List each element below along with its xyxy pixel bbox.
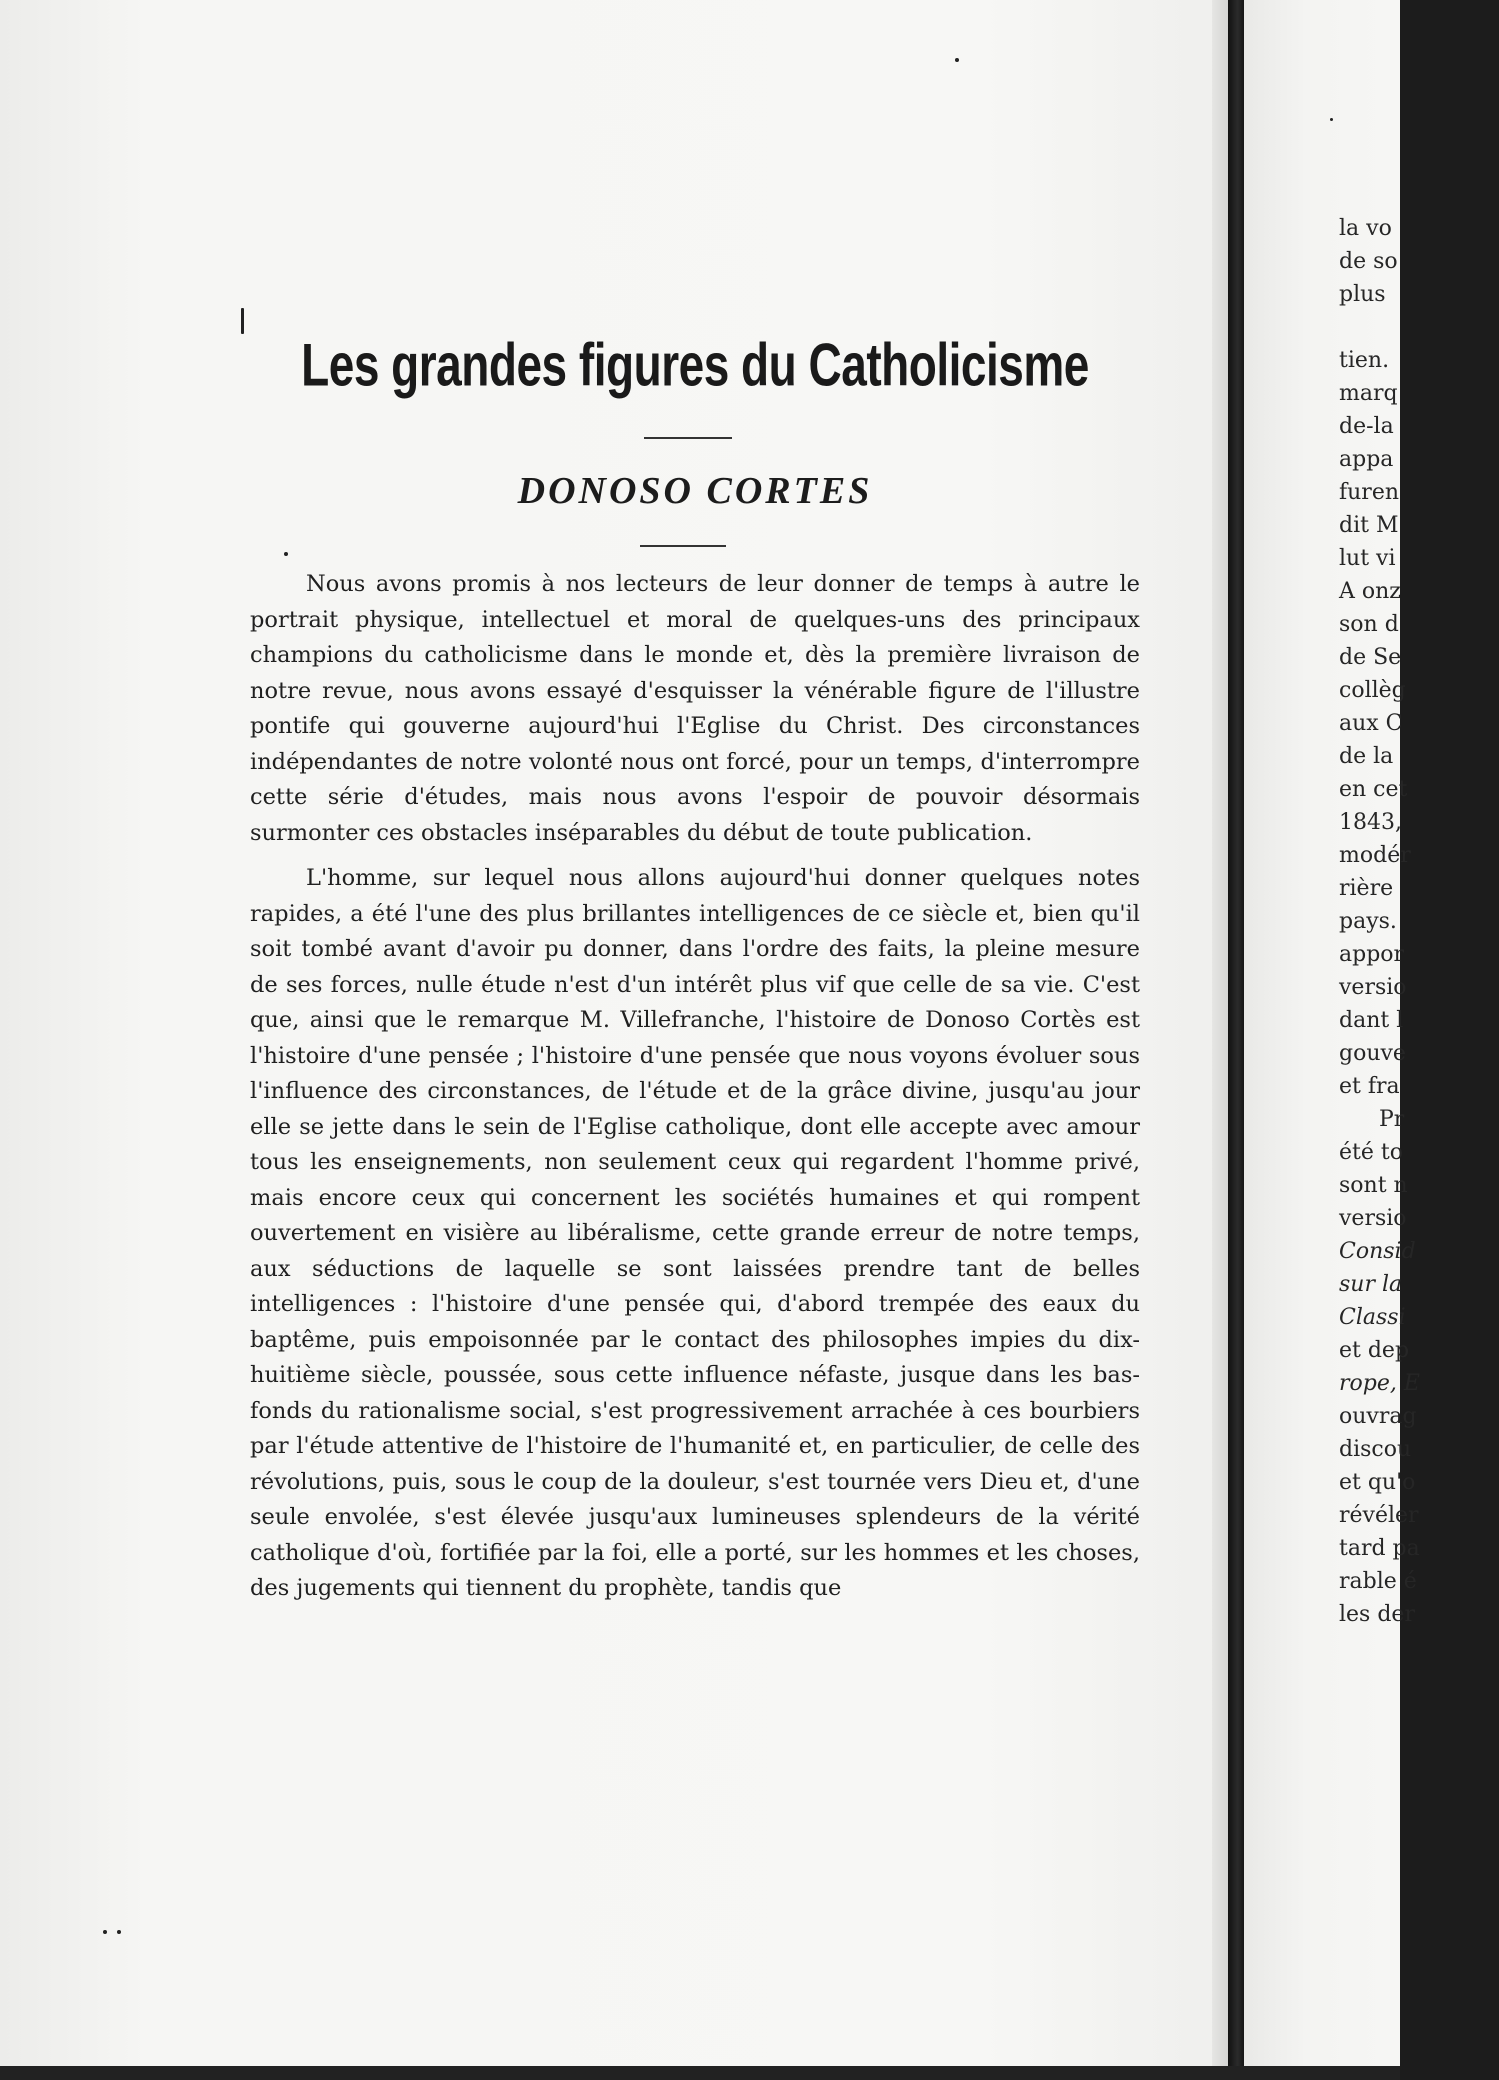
right-page-text	[1339, 212, 1499, 1631]
book-gutter	[1228, 0, 1244, 2080]
margin-mark	[241, 308, 244, 334]
article-body	[250, 567, 1140, 1607]
right-page-line: versio	[1339, 975, 1407, 1000]
right-page-line: discou	[1339, 1437, 1412, 1462]
right-page-line: Pr	[1379, 1107, 1405, 1132]
right-page-line: versio	[1339, 1206, 1407, 1231]
print-speck	[117, 1930, 121, 1934]
paragraph-1: Nous avons promis à nos lecteurs de leur donner de temps à autre le portrait physique, intellectuel et moral de quelques-uns des principaux champions du catholicisme dans le monde et, dès la première livraison de notre revue, nous avons essayé d'esquisser la vénérable figure de l'illustre pontife qui gouverne aujourd'hui l'Eglise du Christ. Des circonstances indépendantes de notre volonté nous ont forcé, pour un temps, d'interrompre cette série d'études, mais nous avons l'espoir de pouvoir désormais surmonter ces obstacles inséparables du début de toute publication.	[250, 571, 1140, 846]
right-page-line: marq	[1339, 381, 1398, 406]
right-page-line: A onz	[1339, 579, 1401, 604]
print-speck	[1330, 118, 1333, 121]
print-speck	[103, 1930, 107, 1934]
right-page-line: et qu'o	[1339, 1470, 1416, 1495]
right-page-line: révéler	[1339, 1503, 1419, 1528]
right-page-line: tard pa	[1339, 1536, 1420, 1561]
right-page-line: de-la	[1339, 414, 1394, 439]
right-page-line: tien.	[1339, 348, 1390, 373]
right-page-line: Consid	[1339, 1239, 1416, 1264]
right-page-line: ouvrag	[1339, 1404, 1417, 1429]
right-page-line: modér	[1339, 843, 1411, 868]
right-page-line: dant l	[1339, 1008, 1404, 1033]
right-page-line: en cet	[1339, 777, 1408, 802]
right-page-line: furen	[1339, 480, 1400, 505]
right-page-line: collèg	[1339, 678, 1406, 703]
right-page-line: aux C	[1339, 711, 1403, 736]
print-speck	[955, 58, 959, 62]
scan-bottom-border	[0, 2066, 1400, 2080]
right-page-line: été to	[1339, 1140, 1403, 1165]
right-page-line: gouve	[1339, 1041, 1406, 1066]
right-page-line: les der	[1339, 1602, 1415, 1627]
right-page-line: rière	[1339, 876, 1394, 901]
right-page-line: de Se	[1339, 645, 1402, 670]
right-page-line: et fra	[1339, 1074, 1400, 1099]
right-page-line: dit M	[1339, 513, 1399, 538]
right-page-line: rope, E	[1339, 1371, 1420, 1396]
title-divider	[644, 437, 732, 439]
article-subtitle: DONOSO CORTES	[517, 470, 873, 512]
right-page-line: son d	[1339, 612, 1399, 637]
page-title: Les grandes figures du Catholicisme	[301, 329, 1089, 399]
right-page-line: sur la	[1339, 1272, 1403, 1297]
right-page-line: lut vi	[1339, 546, 1396, 571]
right-page-line: de la	[1339, 744, 1394, 769]
right-page-line: de so	[1339, 249, 1398, 274]
right-page-line: rable é	[1339, 1569, 1417, 1594]
right-page-line: la vo	[1339, 216, 1392, 241]
right-page-line: pays.	[1339, 909, 1397, 934]
paragraph-2: L'homme, sur lequel nous allons aujourd'hui donner quelques notes rapides, a été l'une des plus brillantes intelligences de ce siècle et, bien qu'il soit tombé avant d'avoir pu donner, dans l'ordre des faits, la pleine mesure de ses forces, nulle étude n'est d'un intérêt plus vif que celle de sa vie. C'est que, ainsi que le remarque M. Villefranche, l'histoire de Donoso Cortès est l'histoire d'une pensée ; l'histoire d'une pensée que nous voyons évoluer sous l'influence des circonstances, de l'étude et de la grâce divine, jusqu'au jour elle se jette dans le sein de l'Eglise catholique, dont elle accepte avec amour tous les enseignements, non seulement ceux qui regardent l'homme privé, mais encore ceux qui concernent les sociétés humaines et qui rompent ouvertement en visière au libéralisme, cette grande erreur de notre temps, aux séductions de laquelle se sont laissées prendre tant de belles intelligences : l'histoire d'une pensée qui, d'abord trempée des eaux du baptême, puis empoisonnée par le contact des philosophes impies du dix-huitième siècle, poussée, sous cette influence néfaste, jusque dans les bas-fonds du rationalisme social, s'est progressivement arrachée à ces bourbiers par l'étude attentive de l'histoire de l'humanité et, en particulier, de celle des révolutions, puis, sous le coup de la douleur, s'est tournée vers Dieu et, d'une seule envolée, s'est élevée jusqu'aux lumineuses splendeurs de la vérité catholique d'où, fortifiée par la foi, elle a porté, sur les hommes et les choses, des jugements qui tiennent du prophète, tandis que	[250, 865, 1140, 1601]
right-page-line: appa	[1339, 447, 1394, 472]
right-page-line: et dep	[1339, 1338, 1410, 1363]
page-edge-shadow	[1212, 0, 1228, 2080]
right-page-line	[1339, 311, 1499, 344]
right-page-line: Classi	[1339, 1305, 1406, 1330]
right-page-line: appor	[1339, 942, 1405, 967]
right-page-line: sont n	[1339, 1173, 1408, 1198]
right-page-line: plus	[1339, 282, 1386, 307]
right-page-line: 1843,	[1339, 810, 1402, 835]
subtitle-divider	[640, 545, 726, 547]
print-speck	[284, 552, 288, 556]
